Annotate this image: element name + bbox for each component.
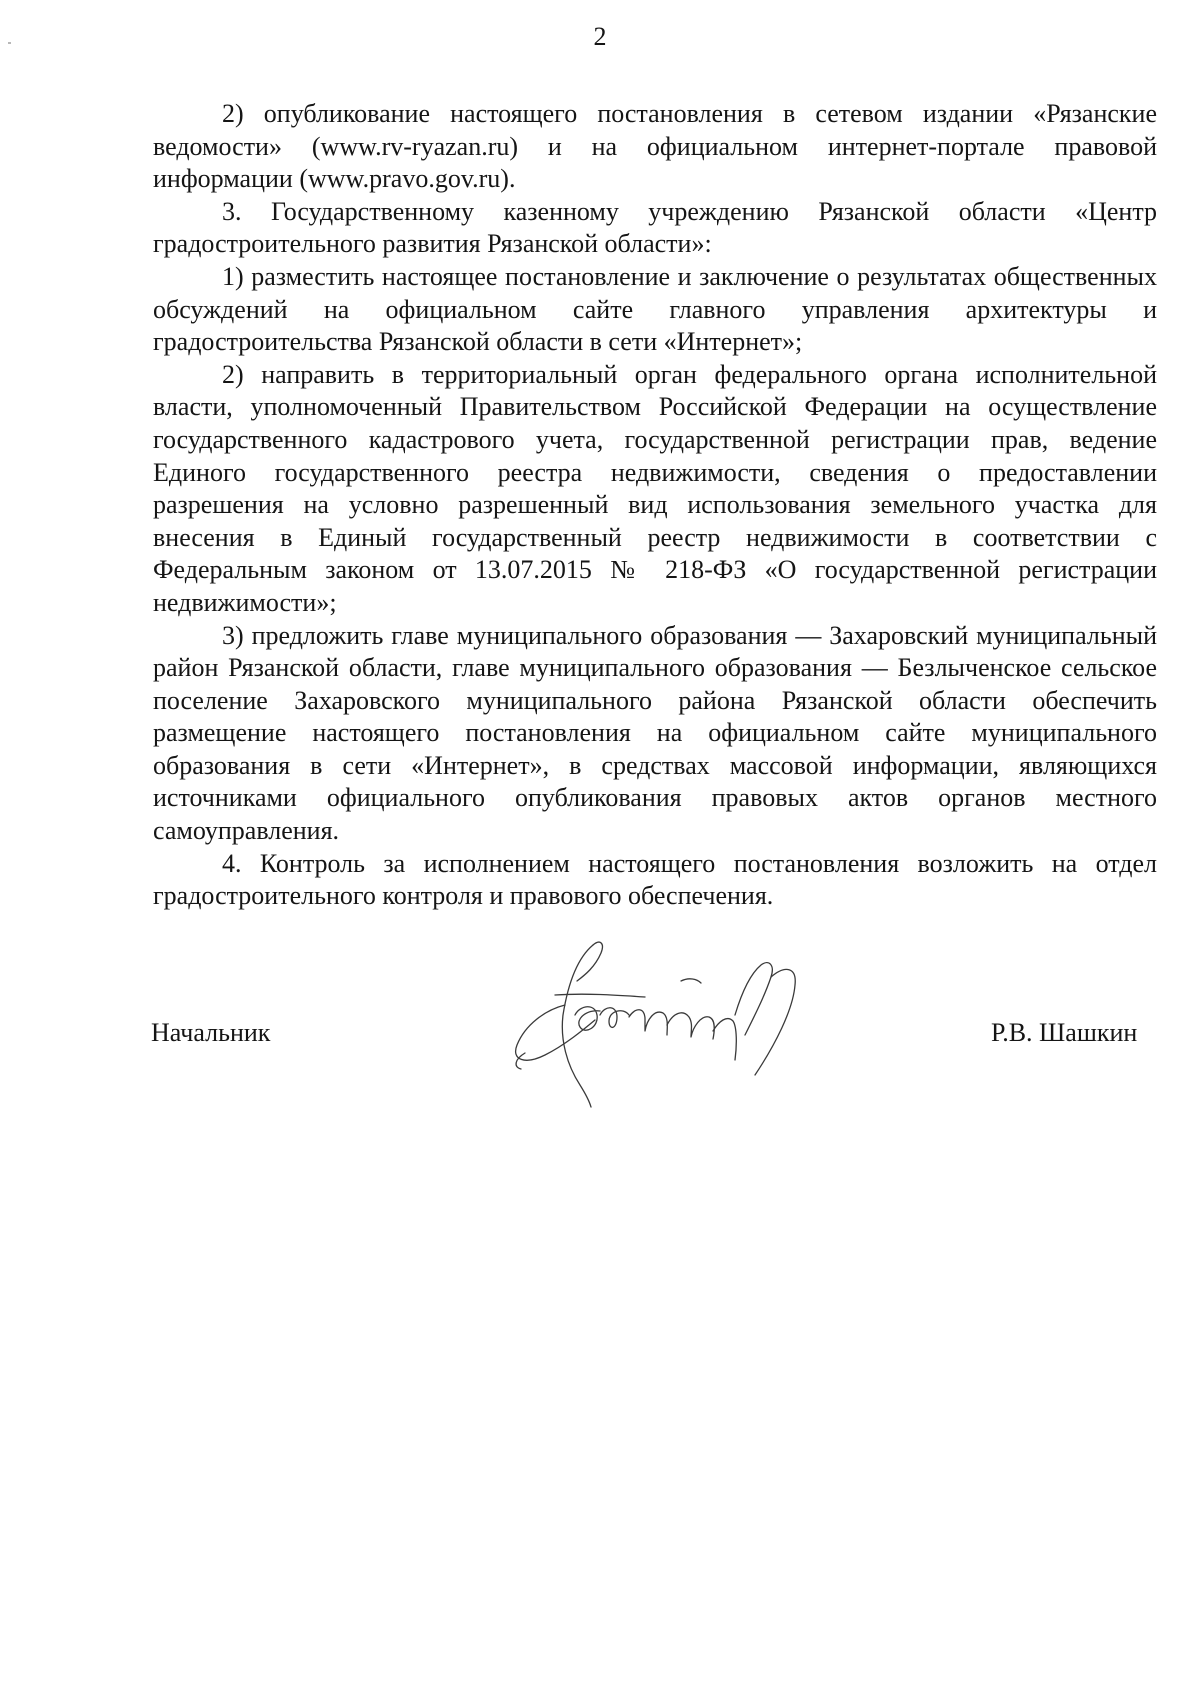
paragraph-item-3-1: 1) разместить настоящее постановление и заключение о результатах общественных обсуждений на официальном сайте главного управления архитектуры и градостроительства Рязанской области в сети «Интернет»; bbox=[153, 261, 1157, 357]
handwritten-signature-icon bbox=[505, 935, 845, 1110]
signatory-title: Начальник bbox=[151, 1018, 271, 1047]
document-body bbox=[153, 98, 1157, 913]
paragraph-item-4: 4. Контроль за исполнением настоящего постановления возложить на отдел градостроительного контроля и правового обеспечения. bbox=[153, 848, 1157, 911]
page-number: 2 bbox=[593, 22, 607, 51]
paragraph-item-3-3: 3) предложить главе муниципального образования — Захаровский муниципальный район Рязанской области, главе муниципального образования — Безлыченское сельское поселение Захаровского муниципального района Рязанской области обеспечить размещение настоящего постановления на официальном сайте муниципального образования в сети «Интернет», в средствах массовой информации, являющихся источниками официального опубликования правовых актов органов местного самоуправления. bbox=[153, 620, 1157, 846]
paragraph-item-3: 3. Государственному казенному учреждению Рязанской области «Центр градостроительного развития Рязанской области»: bbox=[153, 196, 1157, 259]
paragraph-publication: 2) опубликование настоящего постановления в сетевом издании «Рязанские ведомости» (www.rv-ryazan.ru) и на официальном интернет-портале правовой информации (www.pravo.gov.ru). bbox=[153, 99, 1157, 194]
signatory-name: Р.В. Шашкин bbox=[991, 1018, 1138, 1047]
paragraph-item-3-2: 2) направить в территориальный орган федерального органа исполнительной власти, уполномоченный Правительством Российской Федерации на осуществление государственного кадастрового учета, государственной регистрации прав, ведение Единого государственного реестра недвижимости, сведения о предоставлении разрешения на условно разрешенный вид использования земельного участка для внесения в Единый государственный реестр недвижимости в соответствии с Федеральным законом от 13.07.2015 № 218-ФЗ «О государственной регистрации недвижимости»; bbox=[153, 359, 1157, 617]
